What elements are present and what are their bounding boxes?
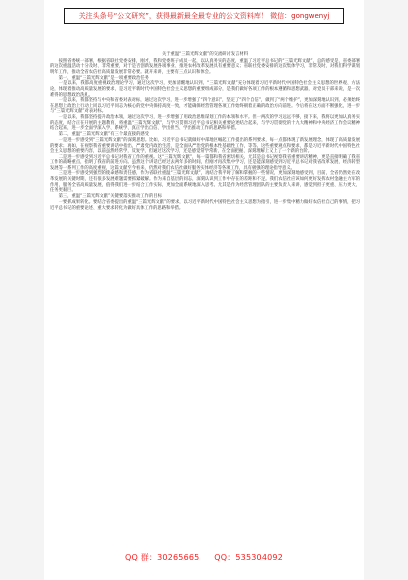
promo-banner bbox=[64, 8, 344, 24]
section-heading-2: 第二，重温“三篇光辉文献”有三个最直接的感受 bbox=[58, 132, 149, 138]
paragraph: 一是进一步感受到“三篇光辉文献”的深刻思想。比如，习近平总书记就做好中部地区崛起工作提出的系列要求，每一点都体现了新发展理念，体现了高质量发展的要求；再如，在视察我省重要讲话中指出，严肃党内政治生活，是全面从严治党的根本性基础性工作，等等。这些重要观点和要求，都是习近平新时代中国特色社会主义思想的重要内容，以前虽然经常学，反复学，但通过这次学习，还是感觉常学常新，在全面把握、深刻理解上又上了一个新的台阶。 bbox=[50, 137, 360, 155]
paragraph: 二是进一步感受到习近平总书记对我省工作的重视。这“三篇光辉文献”，每一篇都和我省密切相关，尤其是总书记视察我省重要讲话精神，更是直接明确了我省工作的战略重点，指明了我省的前进方向。虽然这个讲话已经过去两年多的时间，但刚才再次集中学习，还是能深刻感受到习近平总书记对我省改革发展、经济转型发展等一系列工作的高度重视，这篇文献至今看来，仍然对我们农信社做好服务实体经济等各项工作，具有极强的理论指导意义。 bbox=[50, 154, 360, 171]
document-body bbox=[50, 52, 360, 211]
qq-contact-text: QQ：535304092 bbox=[214, 553, 284, 562]
banner-wechat-text: 微信：gongwenyj bbox=[270, 12, 330, 20]
paragraph-intro: 按照省委统一部署，根据省联社党委安排，刚才，我和党委班子成员一起，以认真务实的态度，重温了习近平总书记的“三篇光辉文献”，总的感受是，省委部署的这次重温活动十分及时、非常重要，对于是否创新发展各项事业、推进农村改革发展具有重要意义；省联社党委安排的这次集体学习，非常及时，对我们科学谋划明年工作，推动全省农信社高质量发展非常必要。就开来讲，主要有三点认识和体会。 bbox=[50, 58, 360, 75]
section-heading-3: 第三，重温“三篇光辉文献”关键要落实推动工作的目标 bbox=[58, 194, 162, 200]
document-title: 关于重温“三篇光辉文献”的交流研讨发言材料 bbox=[161, 52, 249, 57]
banner-promo-text: 关注头条号“公文研究”，获得最新最全最专业的公文资料库！ bbox=[78, 12, 268, 20]
paragraph: 一是以来，我都坚持与中央和省委对表对标，通过这次学习，进一步增强了“四个意识”，坚定了“四个自信”，做到了“两个维护”，更加深刻地认识到，必须始终在思想上政治上行动上同以习近平同志为核心的党中央保持高度一致，才能确保经营管理各项工作始终朝着正确的政治方向前进。今后将在这方面不断强化，进一步与“三篇光辉文献”对表对标。 bbox=[50, 98, 360, 115]
section-heading-1: 第一，重温“三篇光辉文献”是一项重要政治任务 bbox=[58, 75, 149, 81]
paragraph: 一是以来，我都高度重视政治理论学习，通过这次学习，更加清醒地认识到，“三篇光辉文献”充分体现着习近平新时代中国特色社会主义思想的世界观、方法论，体现着推动高质量发展的要求，是习近平新时代中国特色社会主义思想的重要组成部分，是我们做好各项工作的根本遵循和思想武器，对党员干部来说，是一次难得的思想政治洗礼。 bbox=[50, 81, 360, 98]
contact-footer bbox=[0, 552, 408, 563]
qq-group-text: QQ 群：30265665 bbox=[124, 553, 200, 562]
paragraph: 一要抓成果转化。要结合省委提出的重温“三篇光辉文献”的要求，以习近平新时代中国特色社会主义思想为指引，进一步集中精力做好农信社自己的事情，把习近平总书记的重要论述、重大要求转化为做好具体工作的思路和举措。 bbox=[50, 199, 360, 211]
paragraph: 三是进一步感受到强烈的使命感和责任感，作为省联社重温“三篇光辉文献”，再结合我平时了解和掌握的一些情况，更加深刻地感受到，目前，全省仍然处在改革发展的关键时期，还有很多发展难题需要抓紧破解。作为来自基层的同志，深刻认识到工作中存在的差距和不足。我们农信社应该如何更好发挥农村金融主力军的作用，服务全省高质量发展，值得我们进一步结合工作实际，更加全面系统地深入思考。尤其是作为经营管理团队的主要负责人来讲，感觉到担子更重、压力更大、任务更艰巨。 bbox=[50, 171, 360, 194]
paragraph: 一是以来，我都坚持提升政治本领，通过这次学习，进一步增强了用政治思维谋划工作的本领和水平。但一两次的学习远远不够，接下来，我将以更加认真务实的态度，结合正在开展的主题教育，将重温“三篇光辉文献”，与学习贯彻习近平总书记相关重要论述结合起来，与学习贯彻党的十九大精神和中央经济工作会议精神结合起来，进一步全面学深入学、系统学、真正学出自信、学出担当、学出推动工作的思路和举措。 bbox=[50, 115, 360, 132]
